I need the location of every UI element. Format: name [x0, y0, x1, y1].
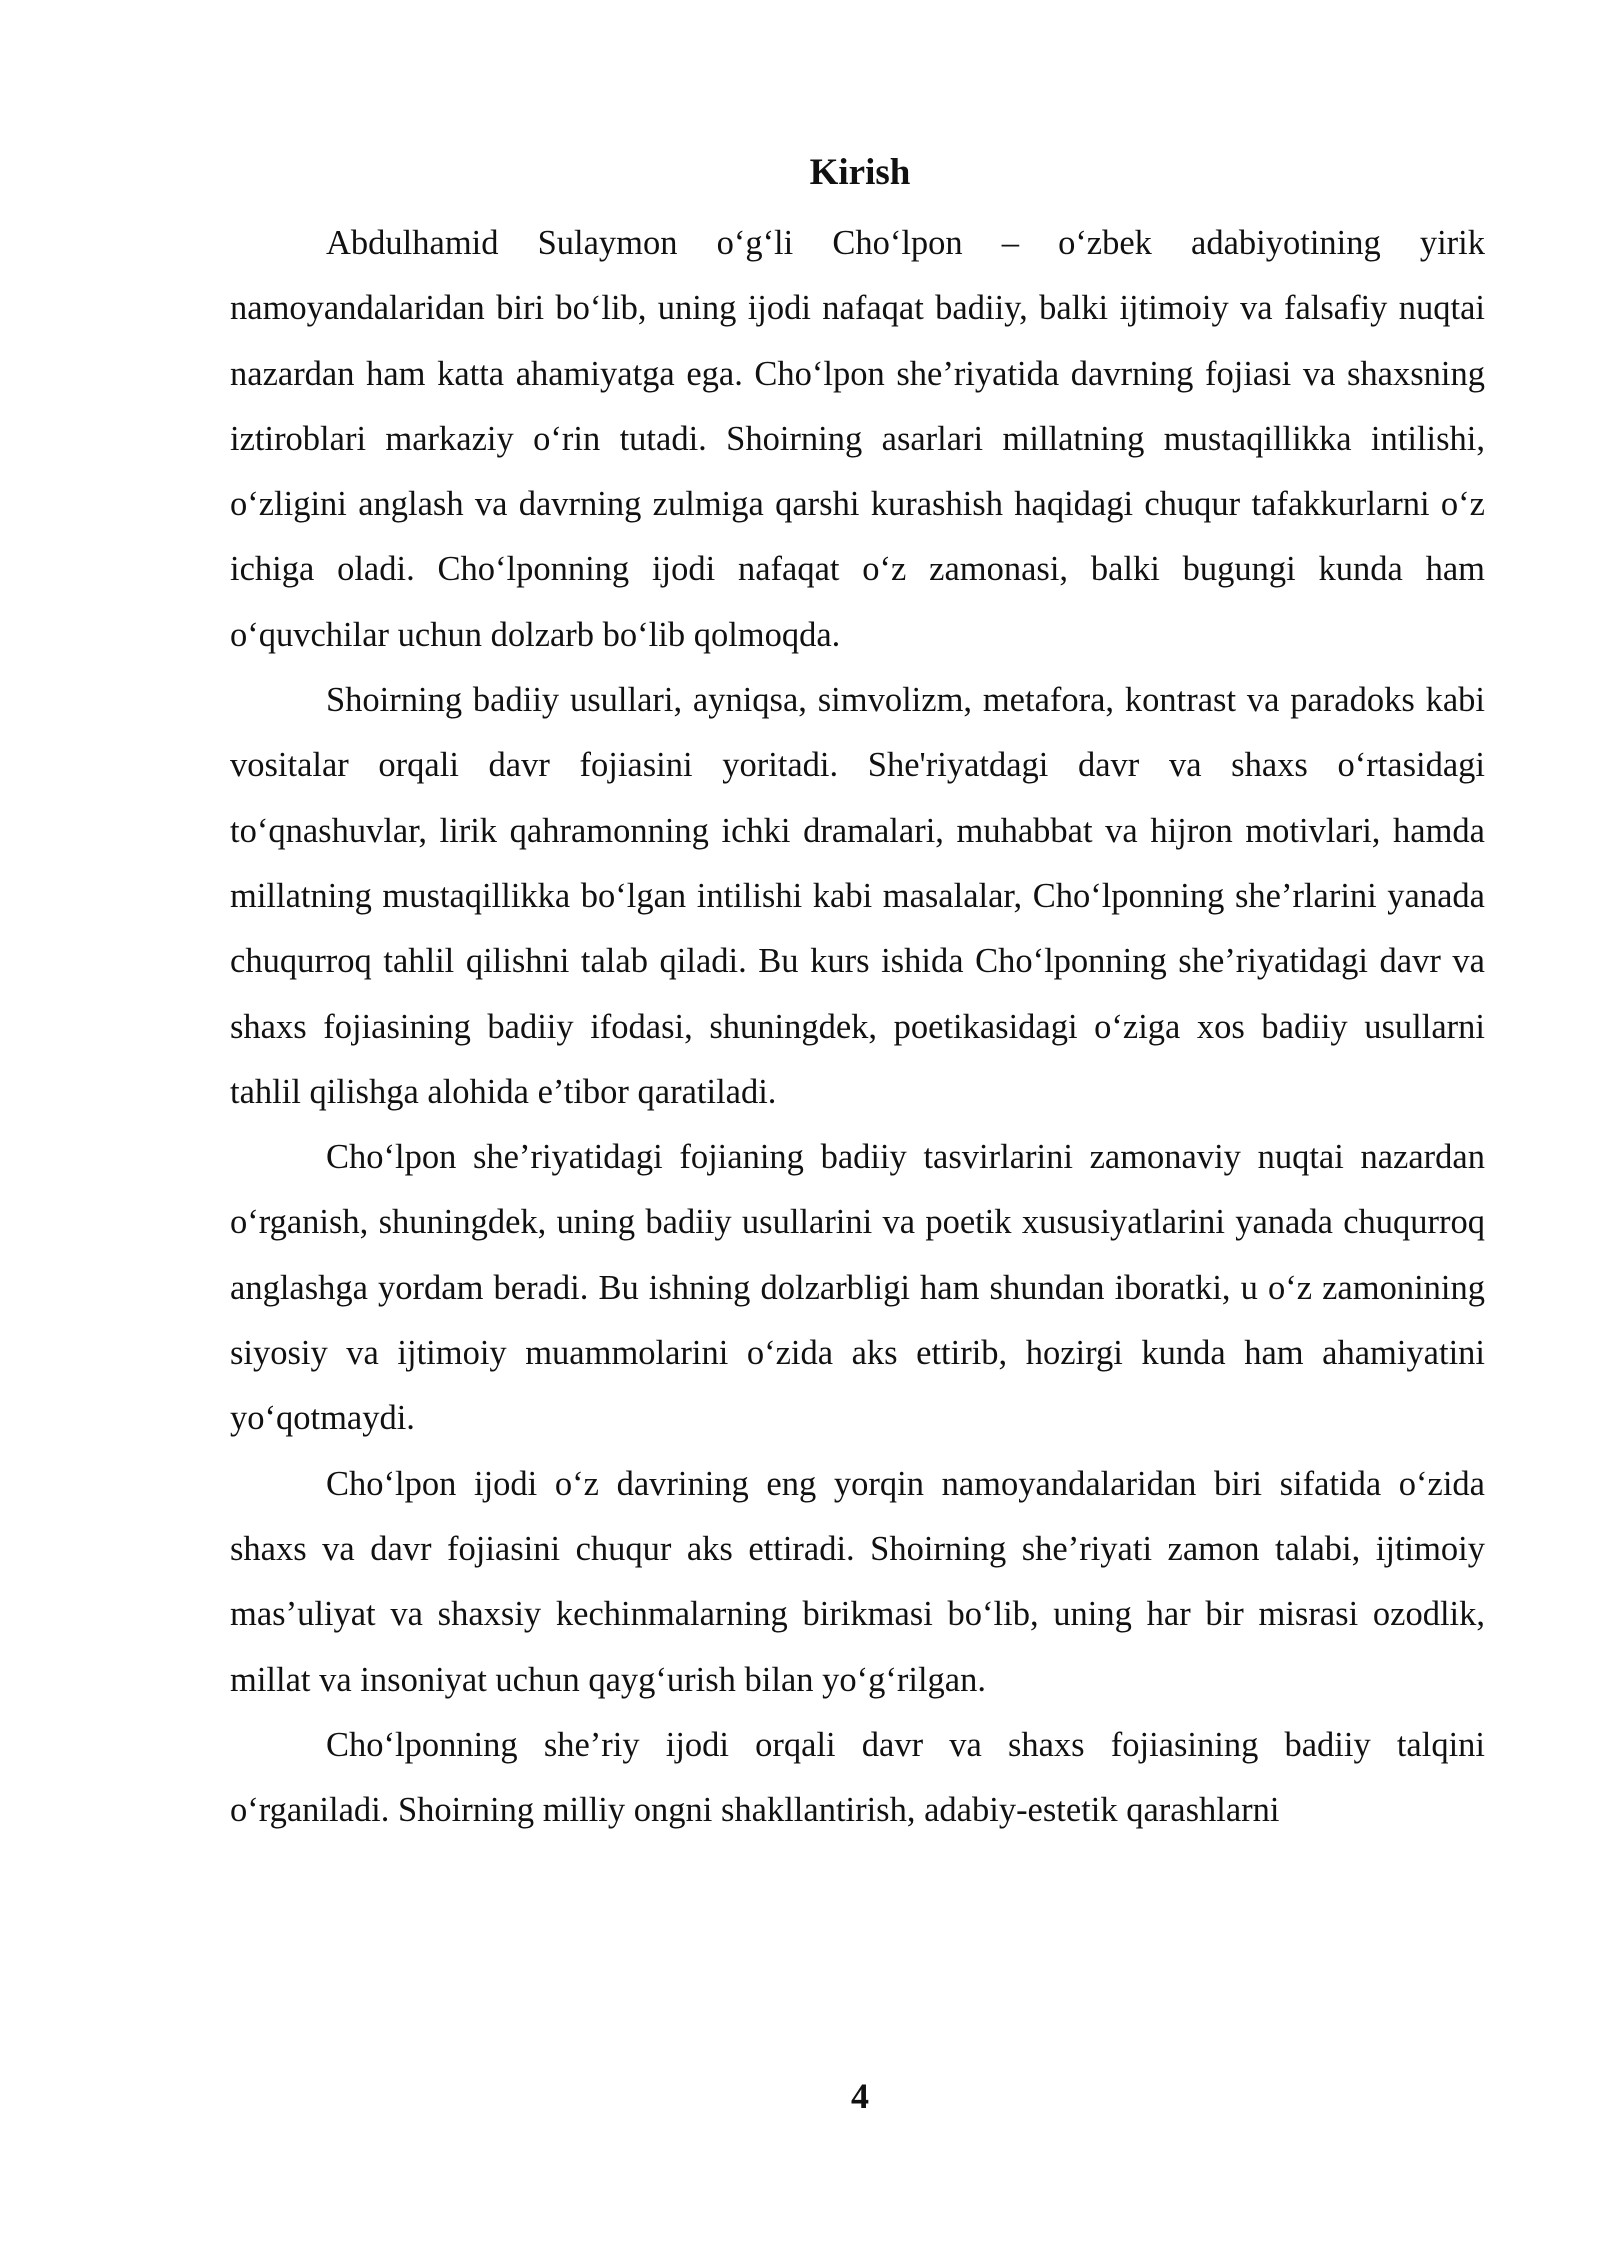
page-number: 4 — [851, 2076, 869, 2116]
paragraph: Shoirning badiiy usullari, ayniqsa, simvolizm, metafora, kontrast va paradoks kabi vositalar orqali davr fojiasini yoritadi. She'riyatdagi davr va shaxs o‘rtasidagi to‘qnashuvlar, lirik qahramonning ichki dramalari, muhabbat va hijron motivlari, hamda millatning mustaqillikka bo‘lgan intilishi kabi masalalar, Cho‘lponning she’rlarini yanada chuqurroq tahlil qilishni talab qiladi. Bu kurs ishida Cho‘lponning she’riyatidagi davr va shaxs fojiasining badiiy ifodasi, shuningdek, poetikasidagi o‘ziga xos badiiy usullarni tahlil qilishga alohida e’tibor qaratiladi. — [230, 681, 1485, 1111]
body-text — [230, 211, 1485, 1843]
paragraph: Cho‘lpon ijodi o‘z davrining eng yorqin namoyandalaridan biri sifatida o‘zida shaxs va davr fojiasini chuqur aks ettiradi. Shoirning she’riyati zamon talabi, ijtimoiy mas’uliyat va shaxsiy kechinmalarning birikmasi bo‘lib, uning har bir misrasi ozodlik, millat va insoniyat uchun qayg‘urish bilan yo‘g‘rilgan. — [230, 1464, 1485, 1699]
paragraph: Abdulhamid Sulaymon o‘g‘li Cho‘lpon – o‘zbek adabiyotining yirik namoyandalaridan biri bo‘lib, uning ijodi nafaqat badiiy, balki ijtimoiy va falsafiy nuqtai nazardan ham katta ahamiyatga ega. Cho‘lpon she’riyatida davrning fojiasi va shaxsning iztiroblari markaziy o‘rin tutadi. Shoirning asarlari millatning mustaqillikka intilishi, o‘zligini anglash va davrning zulmiga qarshi kurashish haqidagi chuqur tafakkurlarni o‘z ichiga oladi. Cho‘lponning ijodi nafaqat o‘z zamonasi, balki bugungi kunda ham o‘quvchilar uchun dolzarb bo‘lib qolmoqda. — [230, 224, 1485, 654]
paragraph: Cho‘lponning she’riy ijodi orqali davr va shaxs fojiasining badiiy talqini o‘rganiladi. Shoirning milliy ongni shakllantirish, adabiy-estetik qarashlarni — [230, 1725, 1485, 1830]
paragraph: Cho‘lpon she’riyatidagi fojianing badiiy tasvirlarini zamonaviy nuqtai nazardan o‘rganish, shuningdek, uning badiiy usullarini va poetik xususiyatlarini yanada chuqurroq anglashga yordam beradi. Bu ishning dolzarbligi ham shundan iboratki, u o‘z zamonining siyosiy va ijtimoiy muammolarini o‘zida aks ettirib, hozirgi kunda ham ahamiyatini yo‘qotmaydi. — [230, 1138, 1485, 1438]
section-heading: Kirish — [809, 152, 911, 193]
